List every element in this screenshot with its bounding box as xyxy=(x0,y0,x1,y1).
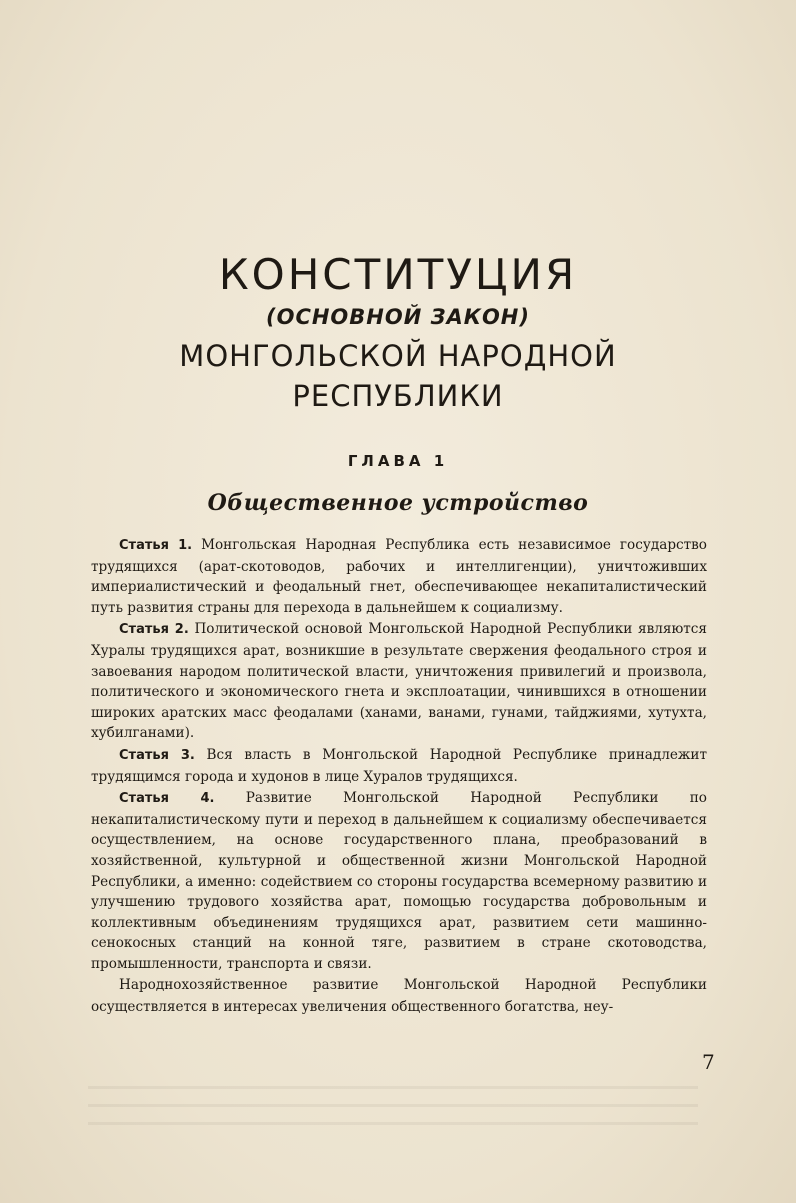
article-text: Монгольская Народная Республика есть независимое государство трудящихся (арат-скотоводов, рабочих и интеллигенции), уничтоживших империалистический и феодальный гнет, обеспечивающее некапиталистический путь развития страны для перехода в дальнейшем к социализму. xyxy=(91,537,707,616)
chapter-heading: ГЛАВА 1 xyxy=(347,452,449,470)
article-text: Народнохозяйственное развитие Монгольской Народной Республики осуществляется в интересах увеличения общественного богатства, неу- xyxy=(91,977,707,1016)
title-block xyxy=(0,250,796,416)
paragraph-article-4 xyxy=(91,788,707,974)
section-heading: Общественное устройство xyxy=(207,490,589,516)
title-line-4: РЕСПУБЛИКИ xyxy=(292,379,504,413)
page-number: 7 xyxy=(702,1050,715,1074)
article-text: Политической основой Монгольской Народной Республики являются Хуралы трудящихся арат, возникшие в результате свержения феодального строя и завоевания народом политической власти, уничтожения привилегий и произвола, политического и экономического гнета и эксплоатации, чинившихся в отношении широких аратских масс феодалами (ханами, ванами, гунами, тайджиями, хутухта, хубилганами). xyxy=(91,621,707,742)
paragraph-article-2 xyxy=(91,619,707,744)
article-label: Статья 2. xyxy=(119,622,189,638)
paragraph-continuation xyxy=(91,975,707,1017)
paragraph-article-3 xyxy=(91,745,707,787)
paragraph-article-1 xyxy=(91,535,707,618)
bleed-through-texture xyxy=(88,1086,698,1126)
article-text: Вся власть в Монгольской Народной Республике принадлежит трудящимся города и худонов в лице Хуралов трудящихся. xyxy=(91,746,707,785)
article-label: Статья 4. xyxy=(119,791,215,807)
title-line-3: МОНГОЛЬСКОЙ НАРОДНОЙ xyxy=(179,339,617,373)
article-label: Статья 3. xyxy=(119,747,195,763)
article-body xyxy=(91,535,707,1019)
title-subtitle: (ОСНОВНОЙ ЗАКОН) xyxy=(266,305,530,329)
title-main: КОНСТИТУЦИЯ xyxy=(218,250,578,299)
article-text: Развитие Монгольской Народной Республики по некапиталистическому пути и переход в дальнейшем к социализму обеспечивается осуществлением, на основе государственного плана, преобразований в хозяйственной, культурной и общественной жизни Монгольской Народной Республики, а именно: содействием со стороны государства всемерному развитию и улучшению трудового хозяйства арат, помощью государства добровольным и коллективным объединениям трудящихся арат, развитием сети машинно-сенокосных станций на конной тяге, развитием в стране скотоводства, промышленности, транспорта и связи. xyxy=(91,790,707,972)
article-label: Статья 1. xyxy=(119,538,193,553)
